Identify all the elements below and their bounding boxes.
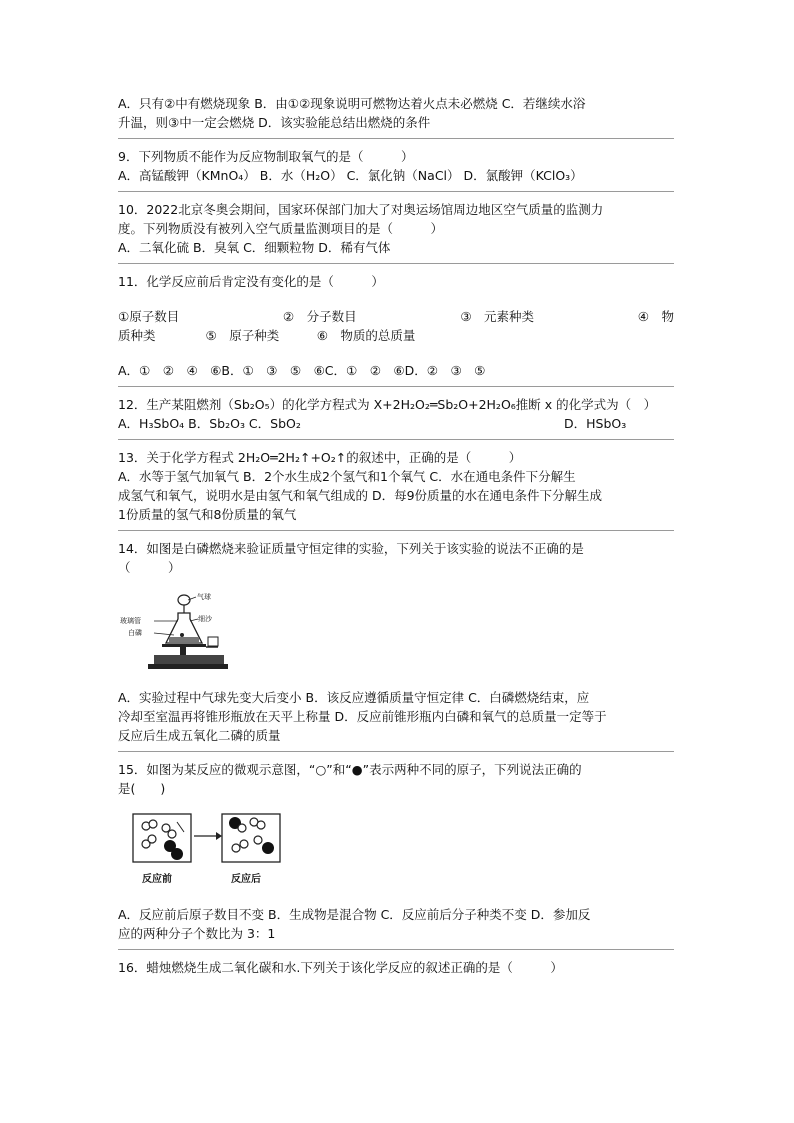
q10-options: A．二氧化硫 B．臭氧 C．细颗粒物 D．稀有气体	[118, 240, 391, 255]
question-11	[118, 272, 674, 380]
q12-options-right: D．HSbO₃	[564, 416, 627, 431]
question-16	[118, 958, 674, 977]
q9-options: A．高锰酸钾（KMnO₄） B．水（H₂O） C．氯化钠（NaCl） D．氯酸钾（KClO₃）	[118, 168, 583, 183]
question-15	[118, 760, 674, 943]
q13-options-line1: A．水等于氢气加氧气 B．2个水生成2个氢气和1个氧气 C．水在通电条件下分解生	[118, 469, 576, 484]
divider	[118, 138, 674, 139]
q12-stem: 12．生产某阻燃剂（Sb₂O₅）的化学方程式为 X+2H₂O₂═Sb₂O+2H₂O₆推断 x 的化学式为（ ）	[118, 397, 657, 412]
q10-stem-line2: 度。下列物质没有被列入空气质量监测项目的是（ ）	[118, 221, 444, 236]
exam-page	[118, 94, 674, 977]
q8-options-line1: A．只有②中有燃烧现象 B．由①②现象说明可燃物达着火点未必燃烧 C．若继续水浴	[118, 96, 586, 111]
q15-options-line1: A．反应前后原子数目不变 B．生成物是混合物 C．反应前后分子种类不变 D．参加反	[118, 907, 591, 922]
label-sand: 细沙	[198, 615, 212, 623]
q11-item: ④ 物	[637, 309, 674, 324]
balance-experiment-figure	[118, 591, 228, 671]
question-14	[118, 539, 674, 745]
q15-options-line2: 应的两种分子个数比为 3：1	[118, 926, 276, 941]
reaction-microscopic-figure	[132, 812, 282, 888]
q15-stem-line2: 是( )	[118, 781, 166, 796]
q9-stem: 9．下列物质不能作为反应物制取氧气的是（ ）	[118, 149, 414, 164]
q13-options-line3: 1份质量的氢气和8份质量的氧气	[118, 507, 297, 522]
q13-stem: 13．关于化学方程式 2H₂O═2H₂↑+O₂↑的叙述中，正确的是（ ）	[118, 450, 522, 465]
q12-options-left: A．H₃SbO₄ B．Sb₂O₃ C．SbO₂	[118, 416, 301, 431]
q14-options-line2: 冷却至室温再将锥形瓶放在天平上称量 D．反应前锥形瓶内白磷和氧气的总质量一定等于	[118, 709, 607, 724]
question-8	[118, 94, 674, 132]
q14-stem-line1: 14．如图是白磷燃烧来验证质量守恒定律的实验，下列关于该实验的说法不正确的是	[118, 541, 584, 556]
label-glass-tube: 玻璃管	[120, 617, 141, 625]
divider	[118, 949, 674, 950]
q14-stem-line2: （ ）	[118, 560, 181, 575]
q11-item: ①原子数目	[118, 309, 180, 324]
q10-stem-line1: 10．2022北京冬奥会期间，国家环保部门加大了对奥运场馆周边地区空气质量的监测力	[118, 202, 604, 217]
q11-items-line2: 质种类 ⑤ 原子种类 ⑥ 物质的总质量	[118, 328, 416, 343]
label-after: 反应后	[231, 874, 261, 885]
divider	[118, 263, 674, 264]
label-white-phosphorus: 白磷	[128, 629, 142, 637]
q14-options-line3: 反应后生成五氧化二磷的质量	[118, 728, 281, 743]
divider	[118, 530, 674, 531]
q16-stem: 16．蜡烛燃烧生成二氧化碳和水.下列关于该化学反应的叙述正确的是（ ）	[118, 960, 563, 975]
divider	[118, 191, 674, 192]
label-before: 反应前	[142, 874, 172, 885]
divider	[118, 439, 674, 440]
question-9	[118, 147, 674, 185]
q13-options-line2: 成氢气和氧气，说明水是由氢气和氧气组成的 D．每9份质量的水在通电条件下分解生成	[118, 488, 603, 503]
question-13	[118, 448, 674, 524]
q11-item: ② 分子数目	[282, 309, 357, 324]
q11-item: ③ 元素种类	[460, 309, 535, 324]
q11-items-line1	[118, 307, 674, 326]
label-balloon: 气球	[197, 593, 211, 601]
question-12	[118, 395, 674, 433]
q8-options-line2: 升温，则③中一定会燃烧 D．该实验能总结出燃烧的条件	[118, 115, 431, 130]
q12-options	[118, 414, 674, 433]
q11-stem: 11．化学反应前后肯定没有变化的是（ ）	[118, 274, 384, 289]
divider	[118, 751, 674, 752]
question-10	[118, 200, 674, 257]
q15-stem-line1: 15．如图为某反应的微观示意图，“○”和“●”表示两种不同的原子，下列说法正确的	[118, 762, 582, 777]
divider	[118, 386, 674, 387]
q14-options-line1: A．实验过程中气球先变大后变小 B．该反应遵循质量守恒定律 C．白磷燃烧结束，应	[118, 690, 590, 705]
q11-options: A．① ② ④ ⑥B．① ③ ⑤ ⑥C．① ② ⑥D．② ③ ⑤	[118, 363, 486, 378]
